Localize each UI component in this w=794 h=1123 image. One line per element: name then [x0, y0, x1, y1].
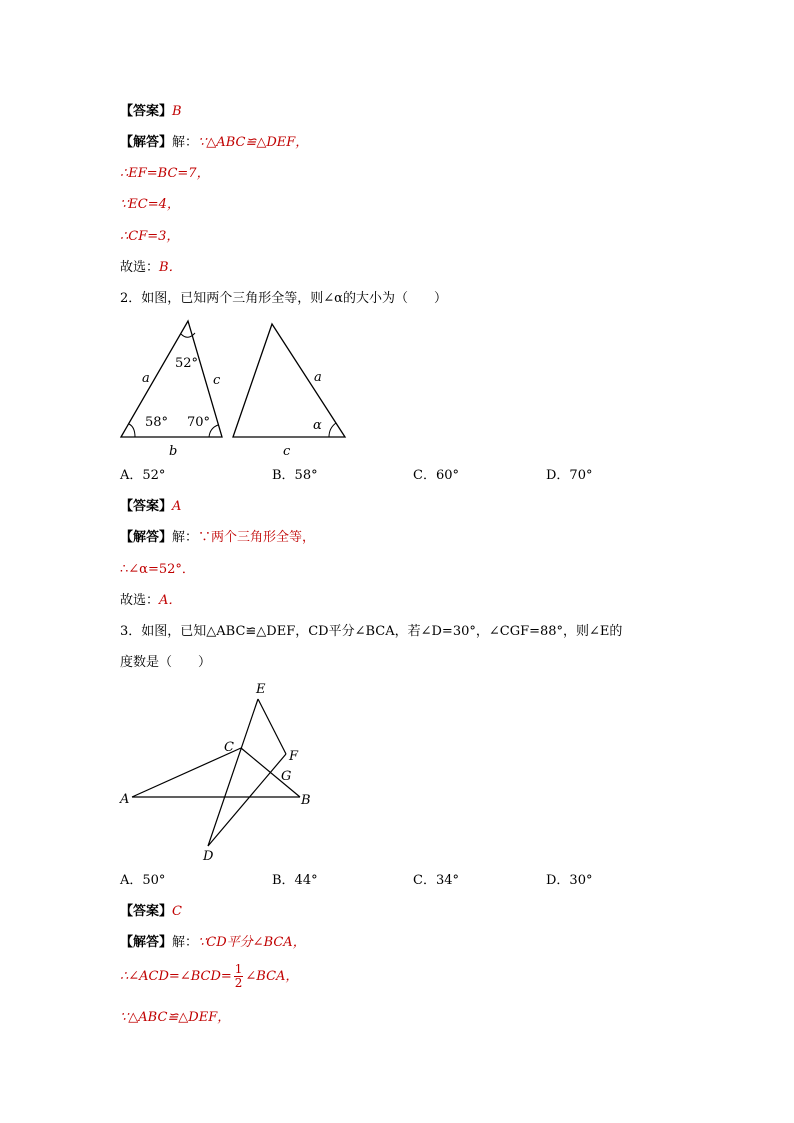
- segment-AC: [132, 748, 241, 797]
- fraction-numerator: 1: [234, 962, 243, 976]
- q1-solution-line-5: [120, 258, 182, 278]
- q3-option-b: B．44°: [272, 873, 318, 888]
- q2-solution-line-2: ∴∠α=52°．: [120, 562, 195, 577]
- answer-value: A: [172, 499, 182, 514]
- label-F: F: [289, 749, 299, 764]
- answer-value: B: [172, 104, 182, 119]
- solution-prefix: 解：: [172, 530, 199, 545]
- q2-figure: [115, 315, 355, 460]
- solution-prefix: 解：: [172, 935, 199, 950]
- solution-label: 【解答】: [120, 935, 173, 950]
- solution-text: ∴∠ACD=∠BCD=: [120, 969, 232, 984]
- choose-value: A．: [159, 593, 182, 608]
- answer-label: 【答案】: [120, 904, 173, 919]
- segment-DE: [208, 699, 258, 846]
- choose-prefix: 故选：: [120, 593, 160, 608]
- q1-solution-line-3: ∵EC=4，: [120, 197, 180, 212]
- q2-option-a: A．52°: [120, 468, 166, 483]
- q3-answer-line: [120, 902, 182, 922]
- angle-52: 52°: [175, 356, 199, 371]
- q1-answer-line: [120, 102, 182, 122]
- fraction-denominator: 2: [234, 976, 243, 990]
- solution-text: ∵两个三角形全等，: [198, 530, 316, 545]
- angle-alpha: α: [313, 418, 322, 433]
- q3-option-c: C．34°: [413, 873, 459, 888]
- side-c-2: c: [283, 444, 291, 459]
- solution-text: ∵CD平分∠BCA，: [198, 935, 306, 950]
- q2-solution-line-3: [120, 591, 181, 611]
- fraction-one-half: [234, 963, 244, 990]
- q3-option-a: A．50°: [120, 873, 166, 888]
- q3-stem-line-1: 3．如图，已知△ABC≌△DEF，CD平分∠BCA，若∠D=30°，∠CGF=88°，则∠E的: [120, 624, 623, 639]
- q3-solution-line-2: [120, 960, 298, 994]
- arc-left: [129, 424, 135, 437]
- solution-label: 【解答】: [120, 135, 173, 150]
- choose-prefix: 故选：: [120, 260, 160, 275]
- answer-label: 【答案】: [120, 499, 173, 514]
- angle-70: 70°: [187, 415, 211, 430]
- q2-solution-line-1: [120, 528, 315, 548]
- arc-alpha: [329, 423, 336, 437]
- label-D: D: [203, 849, 214, 864]
- q2-option-b: B．58°: [272, 468, 318, 483]
- side-a-2: a: [314, 370, 322, 385]
- answer-label: 【答案】: [120, 104, 173, 119]
- solution-label: 【解答】: [120, 530, 173, 545]
- q3-figure: [115, 678, 325, 868]
- side-b-1: b: [169, 444, 178, 459]
- segment-FD: [208, 754, 286, 846]
- q1-solution-line-1: [120, 133, 308, 153]
- q3-solution-line-3: ∵△ABC≌△DEF，: [120, 1010, 231, 1025]
- label-C: C: [224, 740, 234, 755]
- segment-EF: [258, 699, 286, 754]
- solution-text: ∠BCA，: [245, 969, 299, 984]
- q1-solution-line-4: ∴CF=3，: [120, 229, 180, 244]
- side-a-1: a: [142, 371, 150, 386]
- q2-option-c: C．60°: [413, 468, 459, 483]
- q2-answer-line: [120, 497, 181, 517]
- label-B: B: [301, 793, 311, 808]
- triangle-2: [233, 324, 345, 437]
- arc-right: [209, 425, 218, 437]
- q1-solution-line-2: ∴EF=BC=7，: [120, 166, 210, 181]
- side-c-1: c: [213, 373, 221, 388]
- choose-value: B．: [159, 260, 182, 275]
- solution-prefix: 解：: [172, 135, 199, 150]
- label-E: E: [256, 682, 266, 697]
- solution-text: ∵△ABC≌△DEF，: [198, 135, 309, 150]
- q3-stem-line-2: 度数是（ ）: [120, 655, 212, 670]
- label-A: A: [120, 792, 130, 807]
- answer-value: C: [172, 904, 182, 919]
- q2-stem: 2．如图，已知两个三角形全等，则∠α的大小为（ ）: [120, 291, 447, 306]
- q3-option-d: D．30°: [546, 873, 593, 888]
- q3-solution-line-1: [120, 933, 306, 953]
- label-G: G: [281, 769, 292, 784]
- angle-58: 58°: [145, 415, 169, 430]
- q2-option-d: D．70°: [546, 468, 593, 483]
